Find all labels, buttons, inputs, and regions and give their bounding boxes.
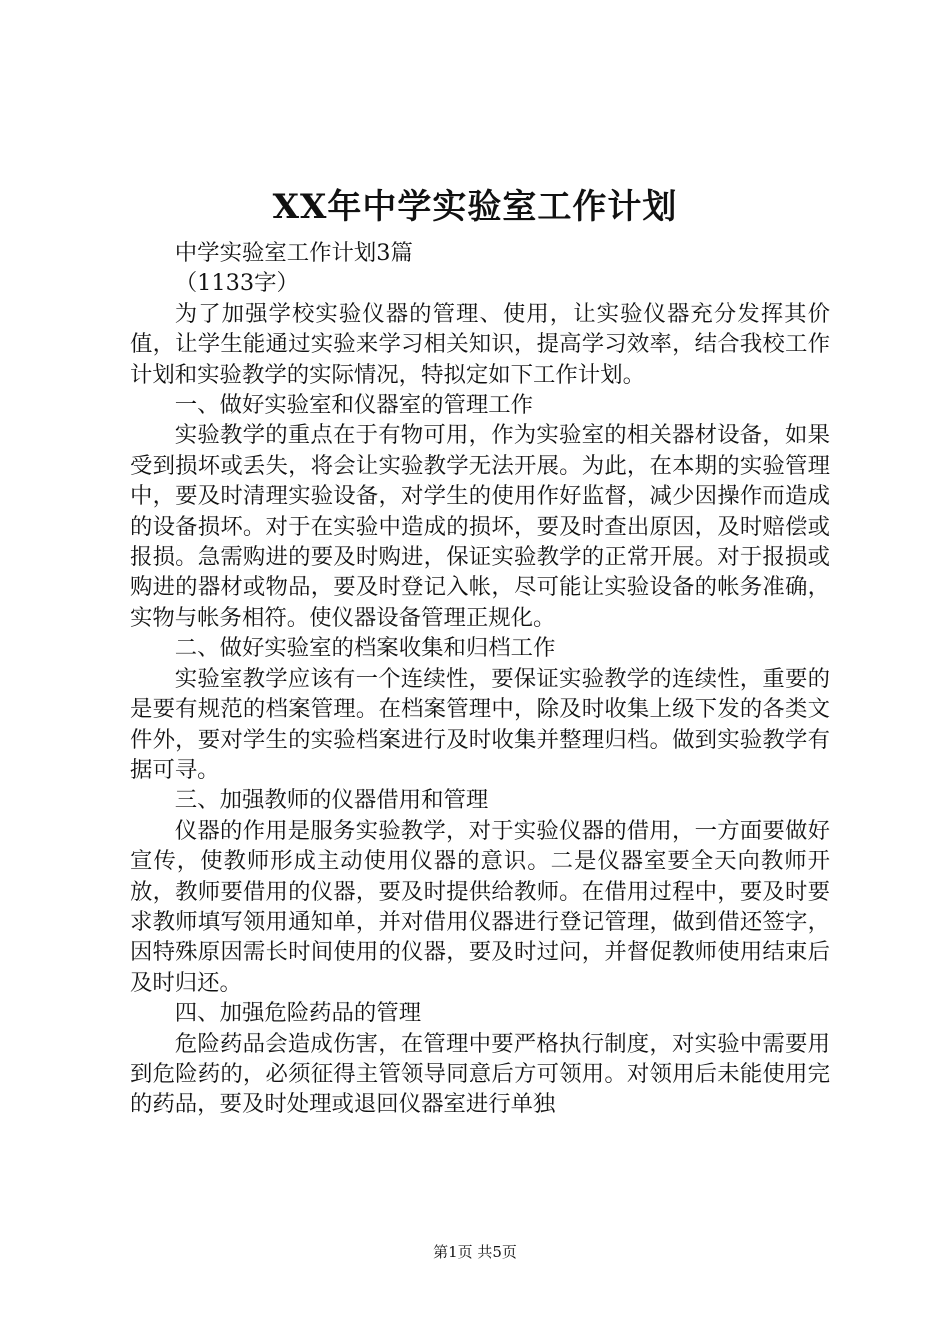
section-paragraph-4: 危险药品会造成伤害，在管理中要严格执行制度，对实验中需要用到危险药的，必须征得主管领导同意后方可领用。对领用后未能使用完的药品，要及时处理或退回仪器室进行单独 xyxy=(130,1030,830,1118)
intro-paragraph: 为了加强学校实验仪器的管理、使用，让实验仪器充分发挥其价值，让学生能通过实验来学习相关知识，提高学习效率，结合我校工作计划和实验教学的实际情况，特拟定如下工作计划。 xyxy=(130,300,830,388)
section-heading-3: 三、加强教师的仪器借用和管理 xyxy=(174,787,489,814)
document-body xyxy=(130,238,830,1120)
section-heading-4: 四、加强危险药品的管理 xyxy=(174,1000,422,1027)
section-paragraph-1: 实验教学的重点在于有物可用，作为实验室的相关器材设备，如果受到损坏或丢失，将会让实验教学无法开展。为此，在本期的实验管理中，要及时清理实验设备，对学生的使用作好监督，减少因操作而造成的设备损坏。对于在实验中造成的损坏，要及时查出原因，及时赔偿或报损。急需购进的要及时购进，保证实验教学的正常开展。对于报损或购进的器材或物品，要及时登记入帐，尽可能让实验设备的帐务准确，实物与帐务相符。使仪器设备管理正规化。 xyxy=(130,422,830,631)
section-heading-2: 二、做好实验室的档案收集和归档工作 xyxy=(174,635,556,662)
document-title: XX年中学实验室工作计划 xyxy=(272,187,678,227)
section-heading-1: 一、做好实验室和仪器室的管理工作 xyxy=(174,392,534,419)
page-footer: 第1页 共5页 xyxy=(433,1243,517,1261)
subtitle-line: 中学实验室工作计划3篇 xyxy=(174,240,413,266)
word-count-line: （1133字） xyxy=(174,270,299,297)
section-paragraph-3: 仪器的作用是服务实验教学，对于实验仪器的借用，一方面要做好宣传，使教师形成主动使用仪器的意识。二是仪器室要全天向教师开放，教师要借用的仪器，要及时提供给教师。在借用过程中，要及时要求教师填写领用通知单，并对借用仪器进行登记管理，做到借还签字，因特殊原因需长时间使用的仪器，要及时过问，并督促教师使用结束后及时归还。 xyxy=(130,817,830,996)
section-paragraph-2: 实验室教学应该有一个连续性，要保证实验教学的连续性，重要的是要有规范的档案管理。在档案管理中，除及时收集上级下发的各类文件外，要对学生的实验档案进行及时收集并整理归档。做到实验教学有据可寻。 xyxy=(130,665,830,783)
